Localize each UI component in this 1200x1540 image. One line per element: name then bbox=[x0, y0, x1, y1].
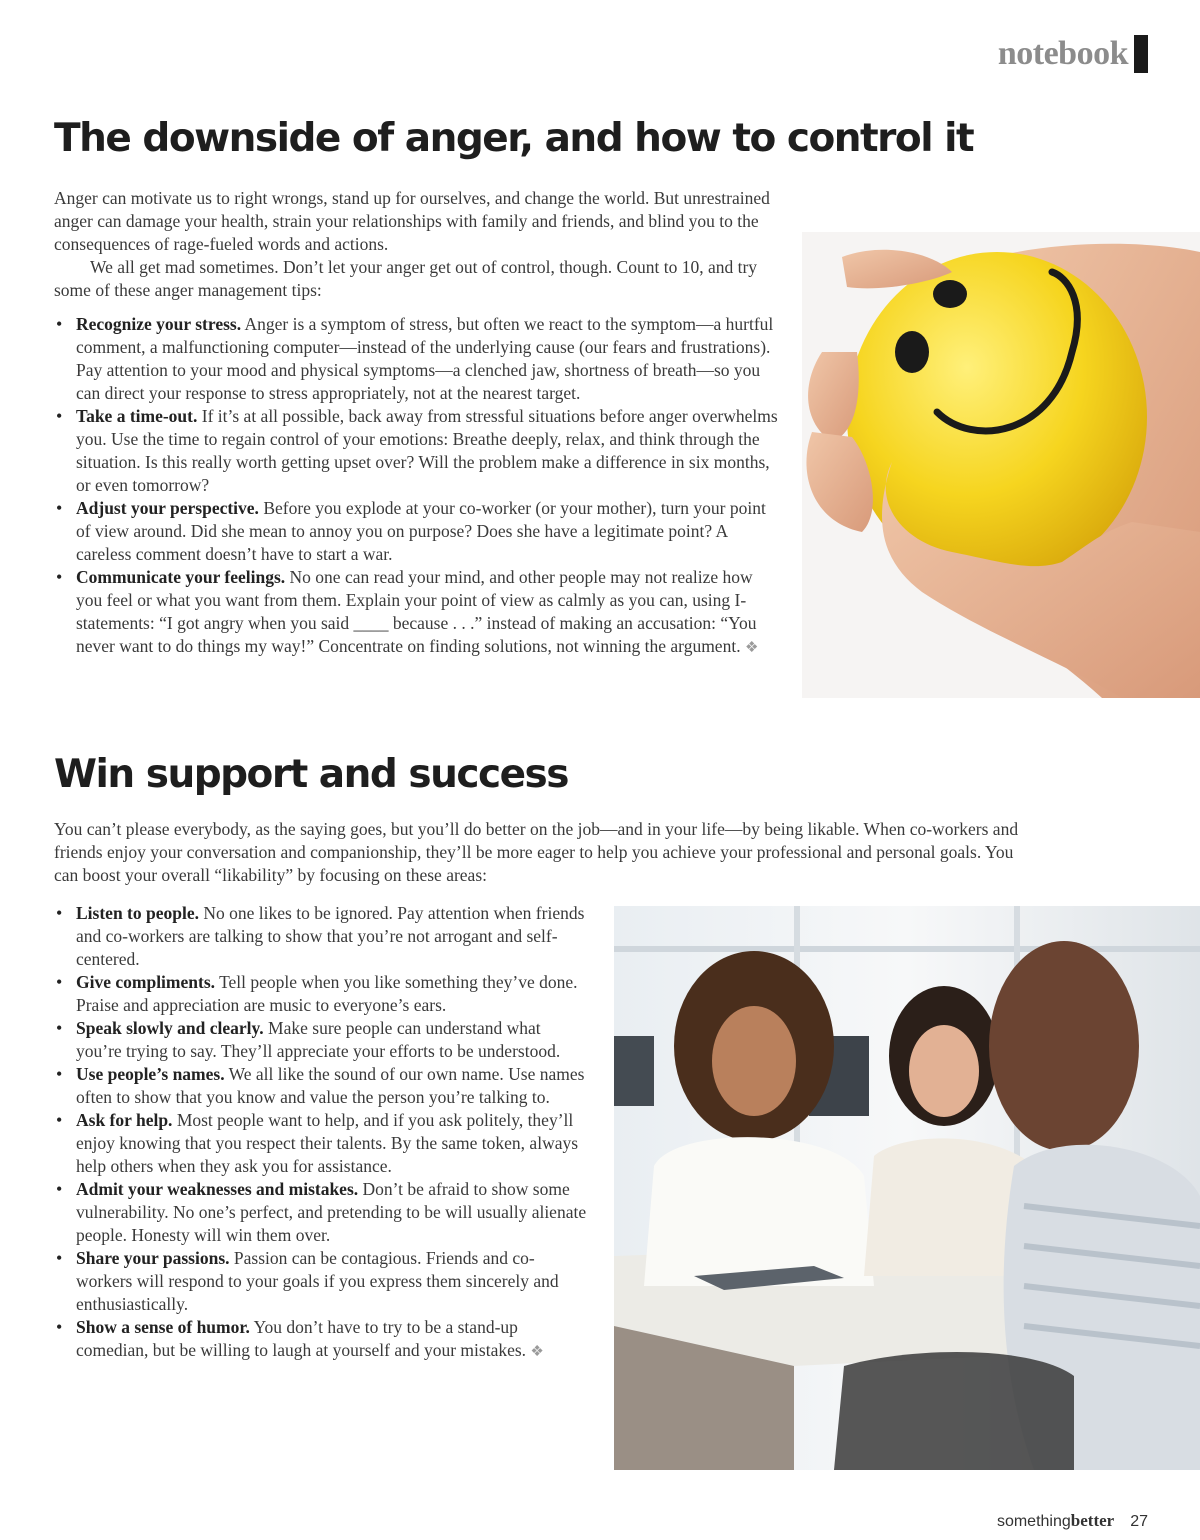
article2-intro-paragraph: You can’t please everybody, as the saying goes, but you’ll do better on the job—and in your life—by being likable. When co-workers and friends enjoy your conversation and companionship, they’ll be more eager to help you achieve your professional and personal goals. You can boost your overall “likability” by focusing on these areas: bbox=[54, 819, 1019, 885]
stress-ball-photo bbox=[802, 232, 1200, 698]
tip-lead: Listen to people. bbox=[76, 903, 199, 923]
tip-lead: Speak slowly and clearly. bbox=[76, 1018, 264, 1038]
tip-text: We all like the sound of our own name. Use names often to show that you know and value the person you’re talking to. bbox=[76, 1064, 585, 1107]
tip-text: Tell people when you like something they’ve done. Praise and appreciation are music to everyone’s ears. bbox=[76, 972, 578, 1015]
tip-lead: Recognize your stress. bbox=[76, 314, 242, 334]
end-ornament-icon: ❖ bbox=[530, 1344, 544, 1360]
tip-lead: Admit your weaknesses and mistakes. bbox=[76, 1179, 359, 1199]
section-label: notebook bbox=[997, 35, 1128, 72]
footer-brand-part2: better bbox=[1070, 1511, 1115, 1530]
women-talking-at-table-image bbox=[614, 906, 1200, 1470]
article2-intro bbox=[54, 818, 1034, 887]
list-item bbox=[54, 566, 779, 660]
list-item bbox=[54, 1316, 589, 1364]
tip-lead: Give compliments. bbox=[76, 972, 216, 992]
article1-intro-paragraph-1: Anger can motivate us to right wrongs, stand up for ourselves, and change the world. But unrestrained anger can damage your health, strain your relationships with family and friends, and blind you to the consequences of rage-fueled words and actions. bbox=[54, 188, 770, 254]
tip-lead: Show a sense of humor. bbox=[76, 1317, 250, 1337]
tip-lead: Ask for help. bbox=[76, 1110, 173, 1130]
tip-text: Make sure people can understand what you’re trying to say. They’ll appreciate your efforts to be understood. bbox=[76, 1018, 561, 1061]
list-item bbox=[54, 1017, 589, 1063]
page-number: 27 bbox=[1130, 1513, 1148, 1530]
tip-text: You don’t have to try to be a stand-up comedian, but be willing to laugh at yourself and your mistakes. bbox=[76, 1317, 531, 1360]
article1-intro-paragraph-2: We all get mad sometimes. Don’t let your anger get out of control, though. Count to 10, and try some of these anger management tips: bbox=[54, 257, 758, 300]
tip-text: Most people want to help, and if you ask politely, they’ll enjoy knowing that you respect their talents. By the same token, always help others when they ask you for assistance. bbox=[76, 1110, 579, 1176]
list-item bbox=[54, 1247, 589, 1316]
list-item bbox=[54, 1063, 589, 1109]
section-tag-bar bbox=[1134, 35, 1148, 73]
tip-text: If it’s at all possible, back away from stressful situations before anger overwhelms you. Use the time to regain control of your emotions: Breathe deeply, relax, and think through the situation. Is this really worth getting upset over? Will the problem make a difference in six months, or even tomorrow? bbox=[76, 406, 778, 495]
anger-tips-list bbox=[54, 313, 779, 660]
list-item bbox=[54, 1109, 589, 1178]
tip-text: No one can read your mind, and other people may not realize how you feel or what you want from them. Explain your point of view as calmly as you can, using I-statements: “I got angry when you said ____ because . . .” instead of making an accusation: “You never want to do things my way!” Concentrate on finding solutions, not winning the argument. bbox=[76, 567, 757, 656]
tip-lead: Share your passions. bbox=[76, 1248, 230, 1268]
section-tag bbox=[998, 32, 1148, 76]
list-item bbox=[54, 497, 779, 566]
list-item bbox=[54, 405, 779, 497]
list-item bbox=[54, 971, 589, 1017]
tip-text: No one likes to be ignored. Pay attention when friends and co-workers are talking to show that you’re not arrogant and self-centered. bbox=[76, 903, 585, 969]
end-ornament-icon: ❖ bbox=[744, 640, 759, 656]
tip-text: Anger is a symptom of stress, but often we react to the symptom—a hurtful comment, a malfunctioning computer—instead of the underlying cause (our fears and frustrations). Pay attention to your mood and physical symptoms—a clenched jaw, shortness of breath—so you can direct your response to stress appropriately, not at the nearest target. bbox=[76, 314, 774, 403]
tip-lead: Take a time-out. bbox=[76, 406, 198, 426]
list-item bbox=[54, 1178, 589, 1247]
hand-squeezing-smiley-ball-image bbox=[802, 232, 1200, 698]
list-item bbox=[54, 313, 779, 405]
article1-intro bbox=[54, 187, 784, 302]
tip-text: Don’t be afraid to show some vulnerability. No one’s perfect, and pretending to be will usually alienate people. Honesty will win them over. bbox=[76, 1179, 587, 1245]
footer-brand-part1: something bbox=[996, 1513, 1071, 1530]
likability-tips-list bbox=[54, 902, 589, 1364]
tip-lead: Use people’s names. bbox=[76, 1064, 225, 1084]
office-meeting-photo bbox=[614, 906, 1200, 1470]
article1-title: The downside of anger, and how to control it bbox=[54, 116, 974, 161]
page-footer bbox=[997, 1511, 1148, 1531]
tip-lead: Adjust your perspective. bbox=[76, 498, 259, 518]
tip-text: Passion can be contagious. Friends and co-workers will respond to your goals if you express them sincerely and enthusiastically. bbox=[76, 1248, 559, 1314]
list-item bbox=[54, 902, 589, 971]
tip-text: Before you explode at your co-worker (or your mother), turn your point of view around. Did she mean to annoy you on purpose? Does she have a legitimate point? A careless comment doesn’t have to start a war. bbox=[76, 498, 766, 564]
article2-title: Win support and success bbox=[54, 752, 568, 797]
tip-lead: Communicate your feelings. bbox=[76, 567, 286, 587]
